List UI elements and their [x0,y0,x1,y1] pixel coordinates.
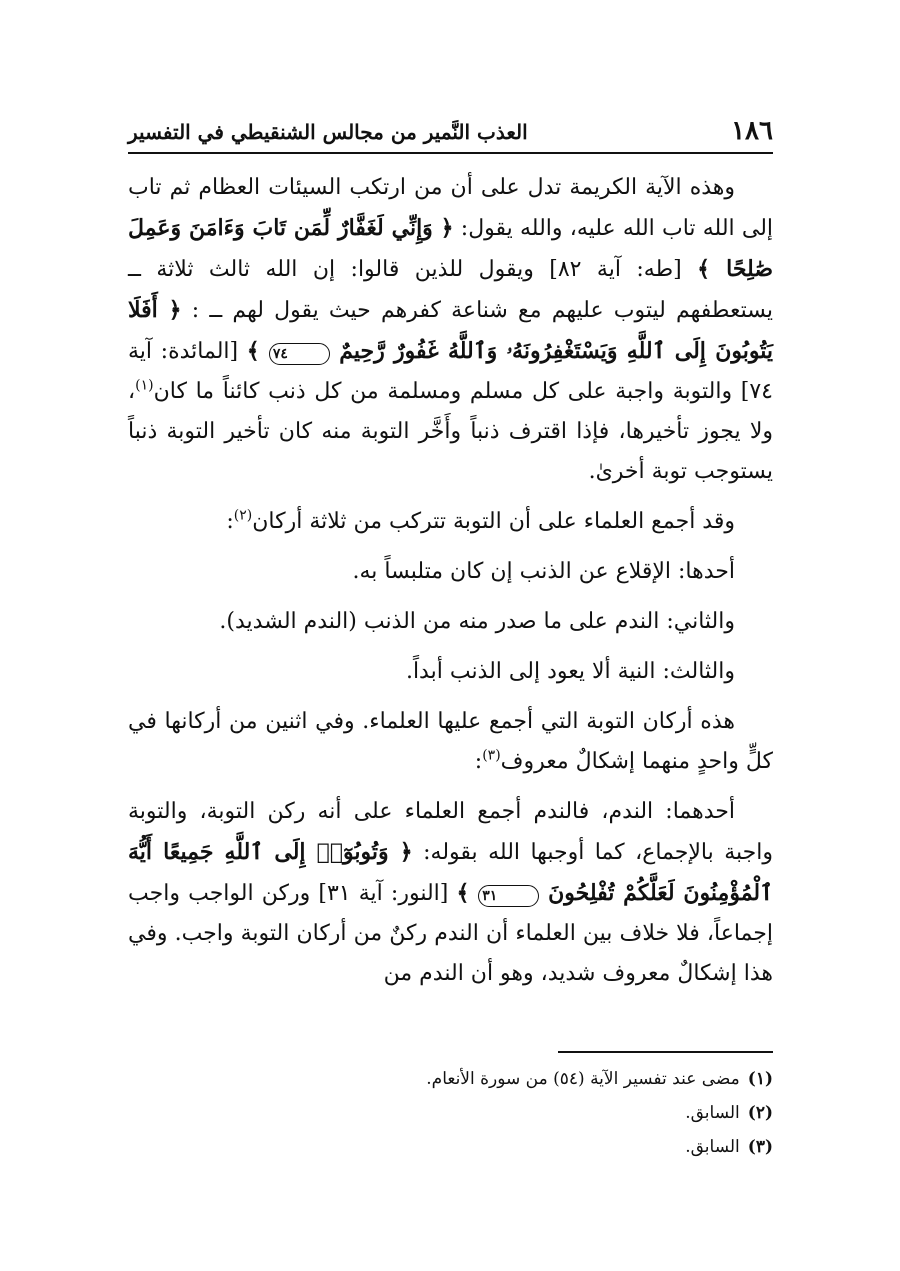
footnote-ref-3[interactable]: (٣) [482,747,501,764]
text-segment: وهذه الآية الكريمة تدل على أن من ارتكب السيئات العظام ثم تاب إلى الله تاب الله عليه، والله يقول: [128,175,774,241]
footnote-number: (١) [747,1069,773,1089]
paragraph-5: والثالث: النية ألا يعود إلى الذنب أبداً. [405,659,735,684]
footnote-text: السابق. [685,1137,740,1157]
header-rule [128,152,773,154]
text-segment: أحدهما: الندم، فالندم أجمع العلماء على أنه ركن التوبة، والتوبة واجبة بالإجماع، كما أوجبها الله بقوله: [128,799,773,865]
footnote-2 [128,1096,773,1130]
footnote-number: (٣) [747,1137,773,1157]
verse-number-badge: ٧٤ [269,343,330,365]
text-segment: [المائدة: آية ٧٤] والتوبة واجبة على كل مسلم ومسلمة من كل ذنب كائناً ما كان [128,339,773,404]
verse-close-bracket: ﴾ [246,338,269,364]
page-number: ١٨٦ [731,116,773,146]
quran-verse: ﴿ وَتُوبُوٓا۟ إِلَى ٱللَّهِ جَمِيعًا أَيُّهَ ٱلْمُؤْمِنُونَ لَعَلَّكُمْ تُفْلِحُونَ [128,839,774,906]
text-segment: : [226,509,234,534]
verse-number-badge: ٣١ [478,885,539,907]
quran-verse: ﴿ وَإِنِّي لَغَفَّارٌ لِّمَن تَابَ وَءَامَنَ وَعَمِلَ صَٰلِحًا ﴾ [128,215,773,282]
footnote-1 [128,1062,773,1096]
paragraph-7 [128,792,773,994]
page-header [128,112,773,146]
text-segment: ، ولا يجوز تأخيرها، فإذا اقترف ذنباً وأَخَّر التوبة منه كان تأخير التوبة ذنباً يستوجب توبة أخرىٰ. [128,379,773,484]
running-title: العذب النَّمير من مجالس الشنقيطي في التفسير [128,120,528,144]
footnote-number: (٢) [747,1103,773,1123]
paragraph-3: أحدها: الإقلاع عن الذنب إن كان متلبساً به. [352,559,735,584]
paragraph-1 [128,168,773,492]
body-text [128,168,773,1004]
footnote-text: مضى عند تفسير الآية (٥٤) من سورة الأنعام. [426,1069,740,1089]
paragraph-2 [128,502,773,542]
paragraph-4: والثاني: الندم على ما صدر منه من الذنب (الندم الشديد). [219,609,735,634]
verse-close-bracket: ﴾ [456,880,479,906]
footnote-text: السابق. [685,1103,740,1123]
text-segment: : [474,749,483,774]
paragraph-6 [128,702,773,782]
footnotes [128,1062,773,1164]
footnote-ref-2[interactable]: (٢) [233,507,253,524]
footnote-separator [558,1051,773,1053]
text-segment: هذه أركان التوبة التي أجمع عليها العلماء. وفي اثنين من أركانها في كلٍّ واحدٍ منهما إشكالٌ معروف [128,709,773,774]
footnote-ref-1[interactable]: (١) [135,377,154,394]
text-segment: وقد أجمع العلماء على أن التوبة تتركب من ثلاثة أركان [252,509,735,534]
text-segment: [النور: آية ٣١] وركن الواجب واجب إجماعاً، فلا خلاف بين العلماء أن الندم ركنٌ من أركان التوبة واجب. وفي هذا إشكالٌ معروف شديد، وهو أن الندم من [128,881,773,986]
text-segment: [طه: آية ٨٢] ويقول للذين قالوا: إن الله ثالث ثلاثة ــ يستعطفهم ليتوب عليهم مع شناعة كفرهم حيث يقول لهم ــ : [128,257,773,323]
footnote-3 [128,1130,773,1164]
quran-verse: ﴿ أَفَلَا يَتُوبُونَ إِلَى ٱللَّهِ وَيَسْتَغْفِرُونَهُۥ وَٱللَّهُ غَفُورٌ رَّحِيمٌ [128,297,773,364]
